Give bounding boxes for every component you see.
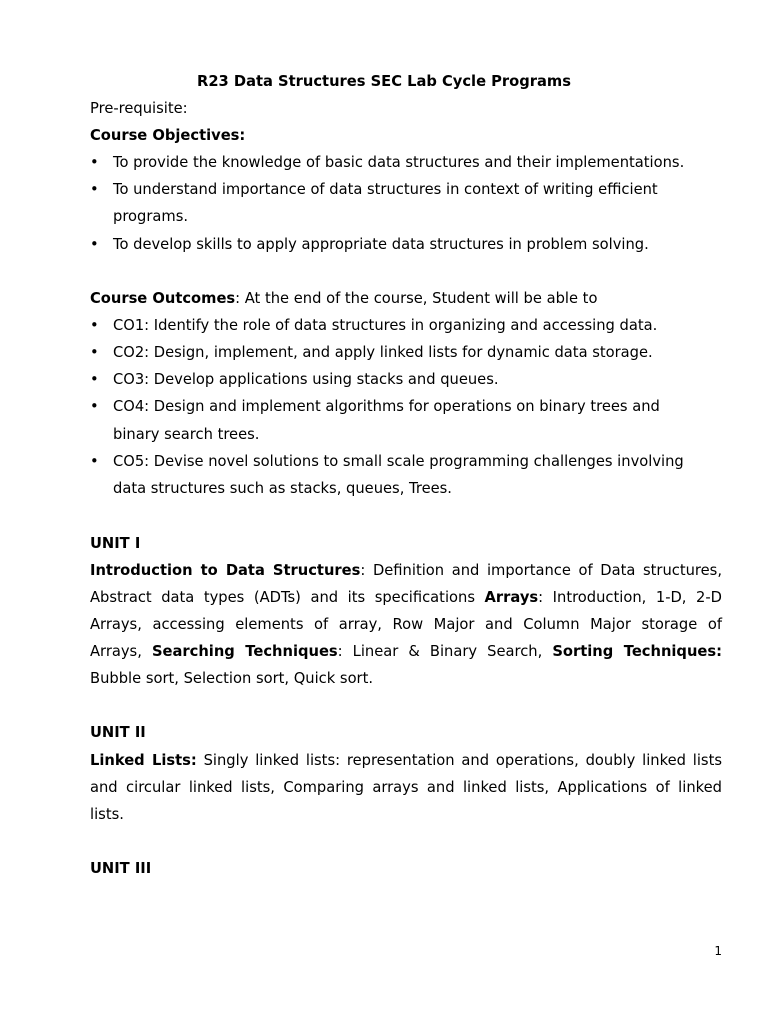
- bullet-icon: •: [90, 398, 99, 415]
- unit-2-text: Singly linked lists: representation and operations, doubly linked lists: [196, 752, 722, 769]
- objective-item-continuation: programs.: [113, 208, 189, 225]
- objectives-heading: Course Objectives:: [90, 127, 246, 144]
- unit-1-line: Arrays, accessing elements of array, Row Major and Column Major storage of: [90, 616, 722, 633]
- outcome-item-continuation: binary search trees.: [113, 426, 260, 443]
- outcome-item: CO2: Design, implement, and apply linked lists for dynamic data storage.: [113, 344, 653, 361]
- unit-1-line: [90, 589, 722, 607]
- unit-1-topic: Introduction to Data Structures: [90, 562, 361, 579]
- outcomes-heading: Course Outcomes: [90, 290, 236, 307]
- bullet-icon: •: [90, 236, 99, 253]
- unit-2-line: [90, 752, 722, 770]
- unit-1-heading: UNIT I: [90, 535, 141, 552]
- bullet-icon: •: [90, 317, 99, 334]
- objective-item: To provide the knowledge of basic data structures and their implementations.: [113, 154, 685, 171]
- unit-1-line: [90, 562, 722, 580]
- outcomes-intro: : At the end of the course, Student will be able to: [235, 290, 598, 307]
- outcome-item: CO4: Design and implement algorithms for operations on binary trees and: [113, 398, 660, 415]
- outcome-item: CO3: Develop applications using stacks and queues.: [113, 371, 499, 388]
- page-number: 1: [714, 944, 722, 958]
- unit-1-text: Arrays,: [90, 643, 152, 660]
- outcome-item: CO5: Devise novel solutions to small scale programming challenges involving: [113, 453, 684, 470]
- unit-1-text: : Introduction, 1-D, 2-D: [538, 589, 722, 606]
- bullet-icon: •: [90, 344, 99, 361]
- unit-1-topic: Searching Techniques: [151, 643, 338, 660]
- unit-1-line: Bubble sort, Selection sort, Quick sort.: [90, 670, 374, 687]
- objective-item: To understand importance of data structures in context of writing efficient: [113, 181, 658, 198]
- unit-1-topic: Sorting Techniques:: [552, 643, 722, 660]
- outcomes-intro-line: [90, 290, 722, 308]
- objective-item: To develop skills to apply appropriate data structures in problem solving.: [113, 236, 649, 253]
- bullet-icon: •: [90, 154, 99, 171]
- bullet-icon: •: [90, 181, 99, 198]
- outcome-item-continuation: data structures such as stacks, queues, Trees.: [113, 480, 452, 497]
- unit-2-heading: UNIT II: [90, 724, 146, 741]
- unit-2-line: lists.: [90, 806, 124, 823]
- unit-1-topic: Arrays: [484, 589, 539, 606]
- bullet-icon: •: [90, 371, 99, 388]
- outcome-item: CO1: Identify the role of data structures in organizing and accessing data.: [113, 317, 658, 334]
- unit-1-text: : Definition and importance of Data structures,: [360, 562, 722, 579]
- unit-1-text: : Linear & Binary Search,: [337, 643, 553, 660]
- unit-1-text: Abstract data types (ADTs) and its specifications: [90, 589, 485, 606]
- unit-1-line: [90, 643, 722, 661]
- unit-2-line: and circular linked lists, Comparing arrays and linked lists, Applications of linked: [90, 779, 722, 796]
- unit-2-topic: Linked Lists:: [90, 752, 197, 769]
- page-title: R23 Data Structures SEC Lab Cycle Programs: [197, 73, 571, 90]
- unit-3-heading: UNIT III: [90, 860, 152, 877]
- bullet-icon: •: [90, 453, 99, 470]
- prerequisite-label: Pre-requisite:: [90, 100, 188, 117]
